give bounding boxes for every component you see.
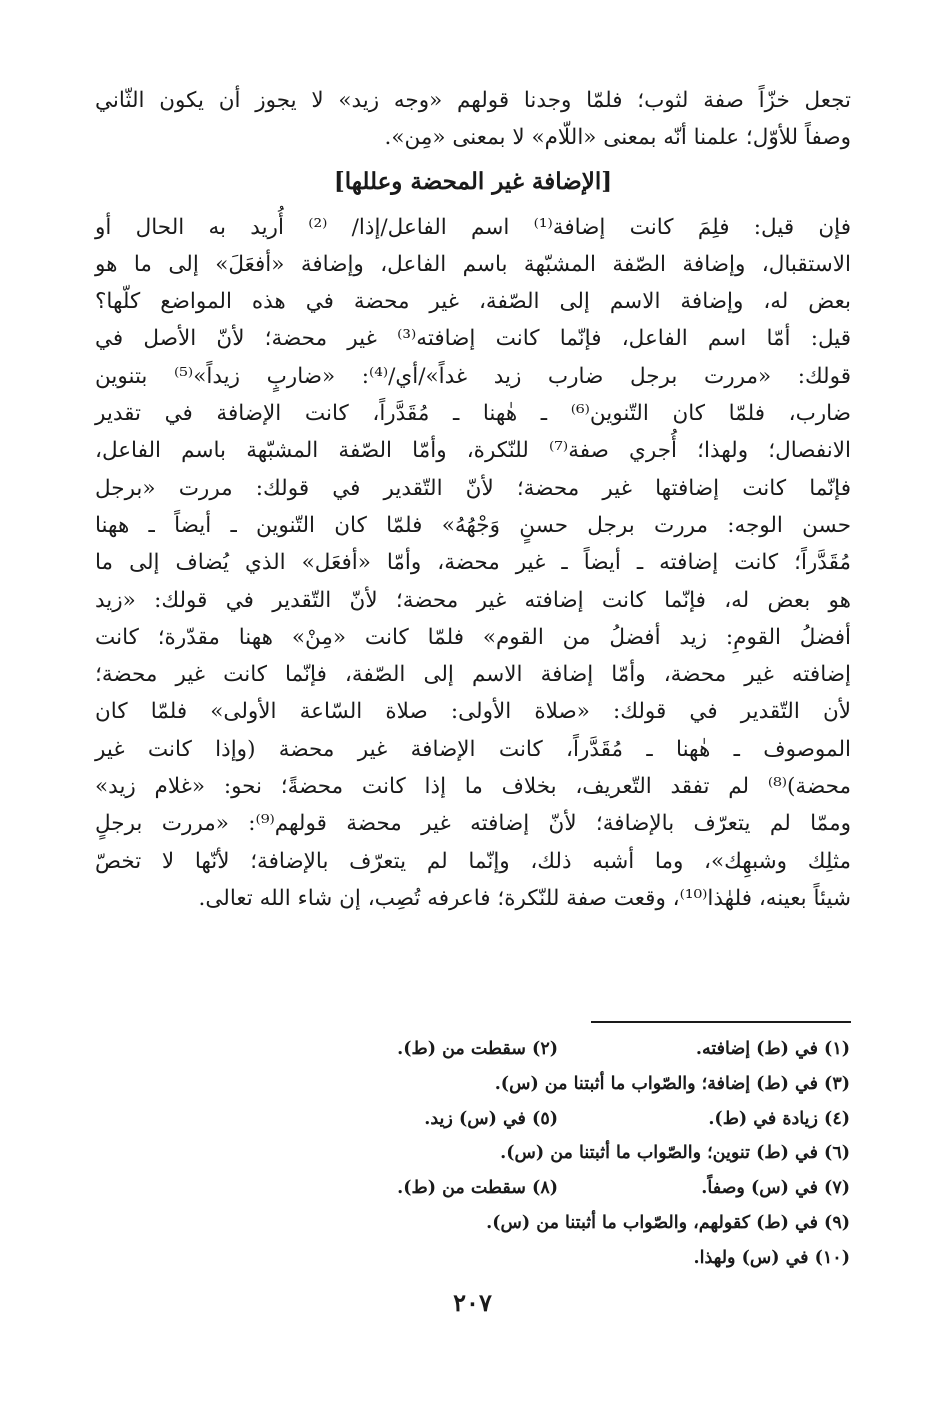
text-line: فإن قيل: فلِمَ كانت إضافة⁽¹⁾ اسم الفاعل/إذا/ ⁽²⁾ أُريد به الحال أو [95,214,852,240]
text-line: الموصوف ـ هٰهنا ـ مُقَدَّراً، كانت الإضافة غير محضة (وإذا كانت غير [95,736,851,762]
text-line: حسن الوجه: مررت برجل حسنٍ وَجْهُهُ» فلمّا كان التّنوين ـ أيضاً ـ ههنا [95,512,851,538]
footnote-divider [591,1021,851,1023]
footnote: (٨) سقطت من (ط). [397,1178,558,1199]
page-body [95,82,851,917]
footnote: (١) في (ط) إضافته. [695,1039,850,1059]
text-line: لأن التّقدير في قولك: «صلاة الأولى: صلاة السّاعة الأولى» فلمّا كان [95,699,851,725]
text-line: الاستقبال، وإضافة الصّفة المشبّهة باسم الفاعل، وإضافة «أفعَلَ» إلى ما هو [95,251,851,277]
footnote: (٤) زيادة في (ط). [708,1108,850,1129]
text-line: شيئاً بعينه، فلهٰذا⁽¹⁰⁾، وقعت صفة للنّكرة؛ فاعرفه تُصِب، إن شاء الله تعالى. [198,885,851,911]
footnote: (٢) سقطت من (ط). [397,1039,558,1059]
footnotes-section [230,1032,850,1276]
text-line: تجعل خزّاً صفة لثوب؛ فلمّا وجدنا قولهم «وجه زيد» لا يجوز أن يكون الثّاني [95,88,851,113]
footnote-row [230,1032,850,1067]
footnote: (٣) في (ط) إضافة؛ والصّواب ما أثبتنا من (س). [494,1073,850,1094]
text-line: مُقَدَّراً؛ كانت إضافته ـ أيضاً ـ غير محضة، وأمّا «أفعَل» الذي يُضاف إلى ما [95,550,851,576]
footnote-row [230,1241,850,1276]
text-line: قيل: أمّا اسم الفاعل، فإنّما كانت إضافته⁽³⁾ غير محضة؛ لأنّ الأصل في [95,326,852,352]
section-heading: [الإضافة غير المحضة وعللها] [333,167,613,195]
text-line: قولك: «مررت برجل ضارب زيد غداً»/أي/⁽⁴⁾: «ضاربٍ زيداً»⁽⁵⁾ بتنوين [95,363,851,389]
text-line: مثلِك وشبهِك»، وما أشبه ذلك، وإنّما لم يتعرّف بالإضافة؛ لأنّها لا تخصّ [95,848,851,874]
intro-paragraph [95,82,851,157]
text-line: وصفاً للأوّل؛ علمنا أنّه بمعنى «اللّام» لا بمعنى «مِن». [384,125,851,151]
footnote: (٧) في (س) وصفاً. [701,1178,850,1199]
text-line: إضافته غير محضة، وأمّا إضافة الاسم إلى الصّفة، فإنّما كانت غير محضة؛ [95,662,851,688]
footnote-row [230,1102,850,1137]
text-line: محضة)⁽⁸⁾ لم تفقد التّعريف، بخلاف ما إذا كانت محضةً؛ نحو: «غلام زيد» [95,774,851,800]
main-paragraph [95,209,851,918]
page-number: ٢٠٧ [453,1288,492,1317]
footnote-row [230,1067,850,1102]
footnote-row [230,1171,850,1206]
text-line: بعض له، وإضافة الاسم إلى الصّفة، غير محضة في هذه المواضع كلّها؟ [95,289,851,315]
footnote-row [230,1136,850,1171]
footnote: (١٠) في (س) ولهذا. [693,1247,850,1268]
footnote-row [230,1206,850,1241]
footnote: (٩) في (ط) كقولهم، والصّواب ما أثبتنا من (س). [486,1212,850,1233]
text-line: أفضلُ القومِ: زيد أفضلُ من القوم» فلمّا كانت «مِنْ» ههنا مقدّرة؛ كانت [95,624,851,650]
text-line: وممّا لم يتعرّف بالإضافة؛ لأنّ إضافته غير محضة قولهم⁽⁹⁾: «مررت برجلٍ [95,811,851,837]
text-line: ضارب، فلمّا كان التّنوين⁽⁶⁾ ـ هٰهنا ـ مُقَدَّراً، كانت الإضافة في تقدير [95,401,851,427]
footnote: (٥) في (س) زيد. [424,1108,558,1129]
footnote: (٦) في (ط) تنوين؛ والصّواب ما أثبتنا من (س). [500,1143,850,1164]
text-line: فإنّما كانت إضافتها غير محضة؛ لأنّ التّقدير في قولك: مررت «برجل [95,475,851,501]
text-line: الانفصال؛ ولهذا؛ أُجري صفة⁽⁷⁾ للنّكرة، وأمّا الصّفة المشبّهة باسم الفاعل، [95,438,851,464]
text-line: هو بعض له، فإنّما كانت إضافته غير محضة؛ لأنّ التّقدير في قولك: «زيد [95,587,851,613]
